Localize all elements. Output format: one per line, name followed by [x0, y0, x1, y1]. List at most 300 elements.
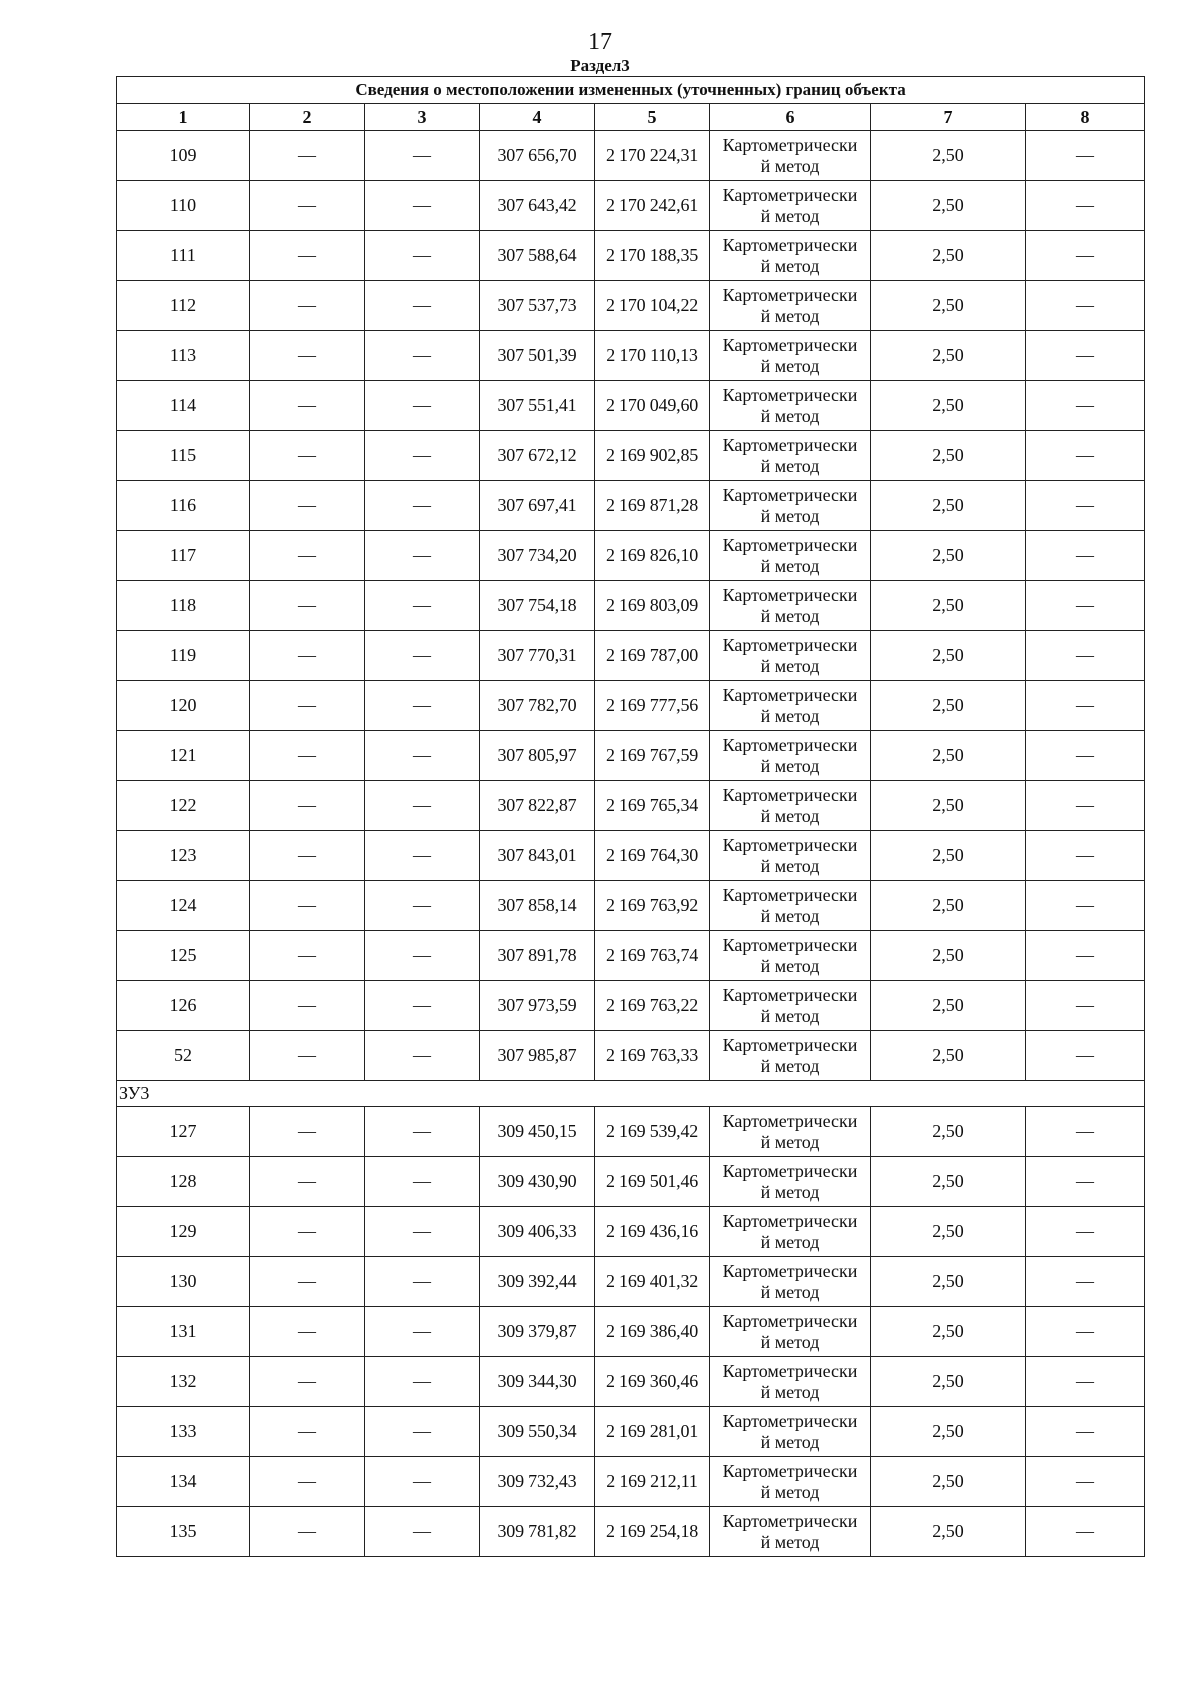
method-cell [710, 1031, 871, 1081]
y-coordinate-cell: 2 169 763,74 [595, 931, 710, 981]
accuracy-cell: 2,50 [871, 1507, 1026, 1557]
empty-dash-cell: — [250, 581, 365, 631]
x-coordinate-cell: 307 858,14 [480, 881, 595, 931]
point-number-cell: 126 [117, 981, 250, 1031]
method-cell [710, 881, 871, 931]
empty-dash-cell: — [365, 631, 480, 681]
empty-dash-cell: — [365, 431, 480, 481]
point-number-cell: 133 [117, 1407, 250, 1457]
point-number-cell: 114 [117, 381, 250, 431]
table-row [117, 481, 1145, 531]
method-cell [710, 531, 871, 581]
point-number-cell: 117 [117, 531, 250, 581]
column-header: 1 [117, 104, 250, 131]
table-row [117, 781, 1145, 831]
empty-dash-cell: — [365, 281, 480, 331]
point-number-cell: 52 [117, 1031, 250, 1081]
method-text-line: Картометрически [722, 934, 858, 955]
empty-dash-cell: — [1026, 1157, 1145, 1207]
method-text-line: Картометрически [722, 184, 858, 205]
y-coordinate-cell: 2 169 763,33 [595, 1031, 710, 1081]
accuracy-cell: 2,50 [871, 1257, 1026, 1307]
method-cell [710, 1107, 871, 1157]
empty-dash-cell: — [250, 531, 365, 581]
coordinates-table [116, 76, 1145, 1557]
table-row [117, 381, 1145, 431]
empty-dash-cell: — [250, 481, 365, 531]
method-text-line: й метод [760, 1381, 820, 1402]
y-coordinate-cell: 2 169 803,09 [595, 581, 710, 631]
accuracy-cell: 2,50 [871, 731, 1026, 781]
accuracy-cell: 2,50 [871, 481, 1026, 531]
empty-dash-cell: — [250, 931, 365, 981]
method-cell [710, 231, 871, 281]
point-number-cell: 113 [117, 331, 250, 381]
y-coordinate-cell: 2 170 049,60 [595, 381, 710, 431]
empty-dash-cell: — [250, 1457, 365, 1507]
column-header: 7 [871, 104, 1026, 131]
x-coordinate-cell: 309 781,82 [480, 1507, 595, 1557]
table-row [117, 1507, 1145, 1557]
empty-dash-cell: — [365, 1157, 480, 1207]
empty-dash-cell: — [250, 1107, 365, 1157]
point-number-cell: 112 [117, 281, 250, 331]
empty-dash-cell: — [1026, 1207, 1145, 1257]
empty-dash-cell: — [250, 1207, 365, 1257]
y-coordinate-cell: 2 169 902,85 [595, 431, 710, 481]
column-header: 5 [595, 104, 710, 131]
method-text-line: Картометрически [722, 1410, 858, 1431]
point-number-cell: 123 [117, 831, 250, 881]
method-cell [710, 981, 871, 1031]
table-row [117, 681, 1145, 731]
x-coordinate-cell: 307 588,64 [480, 231, 595, 281]
x-coordinate-cell: 307 973,59 [480, 981, 595, 1031]
accuracy-cell: 2,50 [871, 331, 1026, 381]
y-coordinate-cell: 2 169 871,28 [595, 481, 710, 531]
empty-dash-cell: — [250, 231, 365, 281]
empty-dash-cell: — [365, 1107, 480, 1157]
table-row [117, 1031, 1145, 1081]
method-cell [710, 1307, 871, 1357]
method-text-line: й метод [760, 1055, 820, 1076]
empty-dash-cell: — [1026, 581, 1145, 631]
column-header-row [117, 104, 1145, 131]
method-text-line: й метод [760, 405, 820, 426]
empty-dash-cell: — [250, 1307, 365, 1357]
empty-dash-cell: — [365, 781, 480, 831]
point-number-cell: 131 [117, 1307, 250, 1357]
table-row [117, 981, 1145, 1031]
empty-dash-cell: — [1026, 331, 1145, 381]
table-row [117, 1407, 1145, 1457]
method-text-line: Картометрически [722, 134, 858, 155]
table-row [117, 531, 1145, 581]
empty-dash-cell: — [250, 331, 365, 381]
y-coordinate-cell: 2 169 777,56 [595, 681, 710, 731]
column-header: 8 [1026, 104, 1145, 131]
empty-dash-cell: — [1026, 531, 1145, 581]
empty-dash-cell: — [1026, 131, 1145, 181]
x-coordinate-cell: 307 734,20 [480, 531, 595, 581]
empty-dash-cell: — [250, 1357, 365, 1407]
y-coordinate-cell: 2 169 436,16 [595, 1207, 710, 1257]
method-text-line: Картометрически [722, 1510, 858, 1531]
x-coordinate-cell: 307 822,87 [480, 781, 595, 831]
x-coordinate-cell: 309 550,34 [480, 1407, 595, 1457]
empty-dash-cell: — [250, 681, 365, 731]
empty-dash-cell: — [1026, 231, 1145, 281]
empty-dash-cell: — [1026, 1457, 1145, 1507]
table-row [117, 181, 1145, 231]
y-coordinate-cell: 2 169 360,46 [595, 1357, 710, 1407]
method-cell [710, 781, 871, 831]
y-coordinate-cell: 2 169 386,40 [595, 1307, 710, 1357]
empty-dash-cell: — [365, 1507, 480, 1557]
empty-dash-cell: — [365, 131, 480, 181]
method-cell [710, 581, 871, 631]
method-cell [710, 1207, 871, 1257]
empty-dash-cell: — [1026, 781, 1145, 831]
empty-dash-cell: — [250, 631, 365, 681]
x-coordinate-cell: 307 656,70 [480, 131, 595, 181]
method-cell [710, 631, 871, 681]
point-number-cell: 122 [117, 781, 250, 831]
x-coordinate-cell: 309 450,15 [480, 1107, 595, 1157]
accuracy-cell: 2,50 [871, 231, 1026, 281]
empty-dash-cell: — [1026, 1507, 1145, 1557]
accuracy-cell: 2,50 [871, 381, 1026, 431]
accuracy-cell: 2,50 [871, 631, 1026, 681]
method-text-line: Картометрически [722, 1260, 858, 1281]
method-cell [710, 181, 871, 231]
accuracy-cell: 2,50 [871, 1407, 1026, 1457]
empty-dash-cell: — [365, 731, 480, 781]
empty-dash-cell: — [365, 1307, 480, 1357]
table-row [117, 1157, 1145, 1207]
method-text-line: Картометрически [722, 784, 858, 805]
method-cell [710, 1357, 871, 1407]
empty-dash-cell: — [1026, 931, 1145, 981]
empty-dash-cell: — [365, 1357, 480, 1407]
accuracy-cell: 2,50 [871, 1157, 1026, 1207]
y-coordinate-cell: 2 169 787,00 [595, 631, 710, 681]
method-cell [710, 1407, 871, 1457]
method-text-line: й метод [760, 1181, 820, 1202]
method-text-line: й метод [760, 205, 820, 226]
method-cell [710, 1157, 871, 1207]
accuracy-cell: 2,50 [871, 1357, 1026, 1407]
table-row [117, 831, 1145, 881]
y-coordinate-cell: 2 170 104,22 [595, 281, 710, 331]
point-number-cell: 120 [117, 681, 250, 731]
empty-dash-cell: — [250, 1031, 365, 1081]
empty-dash-cell: — [1026, 431, 1145, 481]
method-text-line: Картометрически [722, 484, 858, 505]
table-row [117, 131, 1145, 181]
y-coordinate-cell: 2 169 281,01 [595, 1407, 710, 1457]
method-cell [710, 1257, 871, 1307]
empty-dash-cell: — [250, 781, 365, 831]
empty-dash-cell: — [250, 181, 365, 231]
method-text-line: Картометрически [722, 1034, 858, 1055]
empty-dash-cell: — [1026, 481, 1145, 531]
y-coordinate-cell: 2 170 242,61 [595, 181, 710, 231]
column-header: 6 [710, 104, 871, 131]
table-row [117, 231, 1145, 281]
empty-dash-cell: — [365, 681, 480, 731]
empty-dash-cell: — [250, 131, 365, 181]
method-text-line: й метод [760, 505, 820, 526]
method-text-line: й метод [760, 955, 820, 976]
method-text-line: й метод [760, 755, 820, 776]
method-text-line: й метод [760, 655, 820, 676]
y-coordinate-cell: 2 169 212,11 [595, 1457, 710, 1507]
empty-dash-cell: — [365, 1031, 480, 1081]
empty-dash-cell: — [250, 881, 365, 931]
section-title: Раздел3 [570, 56, 630, 75]
method-text-line: Картометрически [722, 1160, 858, 1181]
empty-dash-cell: — [365, 381, 480, 431]
table-row [117, 1257, 1145, 1307]
point-number-cell: 127 [117, 1107, 250, 1157]
x-coordinate-cell: 307 697,41 [480, 481, 595, 531]
empty-dash-cell: — [365, 481, 480, 531]
empty-dash-cell: — [250, 731, 365, 781]
point-number-cell: 119 [117, 631, 250, 681]
point-number-cell: 115 [117, 431, 250, 481]
accuracy-cell: 2,50 [871, 1207, 1026, 1257]
method-text-line: Картометрически [722, 1110, 858, 1131]
method-text-line: Картометрически [722, 1360, 858, 1381]
column-header: 2 [250, 104, 365, 131]
method-text-line: й метод [760, 1531, 820, 1552]
method-text-line: Картометрически [722, 884, 858, 905]
method-text-line: й метод [760, 1005, 820, 1026]
x-coordinate-cell: 307 985,87 [480, 1031, 595, 1081]
table-row [117, 931, 1145, 981]
group-label: ЗУ3 [117, 1081, 1145, 1107]
x-coordinate-cell: 307 843,01 [480, 831, 595, 881]
accuracy-cell: 2,50 [871, 681, 1026, 731]
method-text-line: Картометрически [722, 1460, 858, 1481]
empty-dash-cell: — [250, 1157, 365, 1207]
method-text-line: й метод [760, 555, 820, 576]
table-caption: Сведения о местоположении измененных (уточненных) границ объекта [117, 77, 1145, 104]
empty-dash-cell: — [1026, 631, 1145, 681]
column-header: 4 [480, 104, 595, 131]
method-text-line: Картометрически [722, 284, 858, 305]
table-row [117, 1357, 1145, 1407]
method-cell [710, 381, 871, 431]
empty-dash-cell: — [1026, 1407, 1145, 1457]
empty-dash-cell: — [250, 831, 365, 881]
method-cell [710, 731, 871, 781]
x-coordinate-cell: 307 551,41 [480, 381, 595, 431]
method-text-line: Картометрически [722, 334, 858, 355]
method-cell [710, 681, 871, 731]
method-text-line: й метод [760, 705, 820, 726]
method-cell [710, 1507, 871, 1557]
x-coordinate-cell: 307 805,97 [480, 731, 595, 781]
empty-dash-cell: — [1026, 181, 1145, 231]
method-text-line: й метод [760, 355, 820, 376]
empty-dash-cell: — [250, 1507, 365, 1557]
point-number-cell: 125 [117, 931, 250, 981]
x-coordinate-cell: 307 537,73 [480, 281, 595, 331]
empty-dash-cell: — [1026, 881, 1145, 931]
table-row [117, 1457, 1145, 1507]
method-text-line: Картометрически [722, 584, 858, 605]
accuracy-cell: 2,50 [871, 181, 1026, 231]
method-cell [710, 481, 871, 531]
empty-dash-cell: — [1026, 731, 1145, 781]
point-number-cell: 121 [117, 731, 250, 781]
accuracy-cell: 2,50 [871, 781, 1026, 831]
method-cell [710, 831, 871, 881]
x-coordinate-cell: 307 754,18 [480, 581, 595, 631]
accuracy-cell: 2,50 [871, 1307, 1026, 1357]
method-cell [710, 431, 871, 481]
accuracy-cell: 2,50 [871, 431, 1026, 481]
empty-dash-cell: — [1026, 281, 1145, 331]
empty-dash-cell: — [365, 1457, 480, 1507]
x-coordinate-cell: 309 406,33 [480, 1207, 595, 1257]
empty-dash-cell: — [365, 881, 480, 931]
x-coordinate-cell: 307 770,31 [480, 631, 595, 681]
point-number-cell: 130 [117, 1257, 250, 1307]
empty-dash-cell: — [1026, 381, 1145, 431]
table-row [117, 731, 1145, 781]
x-coordinate-cell: 309 430,90 [480, 1157, 595, 1207]
accuracy-cell: 2,50 [871, 881, 1026, 931]
point-number-cell: 128 [117, 1157, 250, 1207]
empty-dash-cell: — [250, 381, 365, 431]
method-cell [710, 131, 871, 181]
method-text-line: й метод [760, 805, 820, 826]
method-text-line: Картометрически [722, 634, 858, 655]
column-header: 3 [365, 104, 480, 131]
method-text-line: й метод [760, 1431, 820, 1452]
accuracy-cell: 2,50 [871, 1457, 1026, 1507]
empty-dash-cell: — [1026, 1307, 1145, 1357]
method-text-line: Картометрически [722, 534, 858, 555]
accuracy-cell: 2,50 [871, 1031, 1026, 1081]
method-text-line: Картометрически [722, 1310, 858, 1331]
table-row [117, 881, 1145, 931]
group-label-row [117, 1081, 1145, 1107]
table-row [117, 1207, 1145, 1257]
table-row [117, 1307, 1145, 1357]
x-coordinate-cell: 309 379,87 [480, 1307, 595, 1357]
y-coordinate-cell: 2 169 401,32 [595, 1257, 710, 1307]
accuracy-cell: 2,50 [871, 1107, 1026, 1157]
y-coordinate-cell: 2 169 539,42 [595, 1107, 710, 1157]
method-text-line: й метод [760, 155, 820, 176]
empty-dash-cell: — [1026, 1257, 1145, 1307]
method-text-line: й метод [760, 1281, 820, 1302]
y-coordinate-cell: 2 170 188,35 [595, 231, 710, 281]
table-row [117, 331, 1145, 381]
point-number-cell: 129 [117, 1207, 250, 1257]
method-text-line: й метод [760, 855, 820, 876]
method-text-line: й метод [760, 305, 820, 326]
x-coordinate-cell: 307 501,39 [480, 331, 595, 381]
table-row [117, 581, 1145, 631]
point-number-cell: 134 [117, 1457, 250, 1507]
empty-dash-cell: — [250, 981, 365, 1031]
x-coordinate-cell: 309 732,43 [480, 1457, 595, 1507]
method-cell [710, 281, 871, 331]
y-coordinate-cell: 2 169 254,18 [595, 1507, 710, 1557]
empty-dash-cell: — [1026, 831, 1145, 881]
method-text-line: й метод [760, 455, 820, 476]
point-number-cell: 132 [117, 1357, 250, 1407]
method-text-line: Картометрически [722, 234, 858, 255]
empty-dash-cell: — [1026, 981, 1145, 1031]
x-coordinate-cell: 309 344,30 [480, 1357, 595, 1407]
method-text-line: Картометрически [722, 734, 858, 755]
y-coordinate-cell: 2 169 765,34 [595, 781, 710, 831]
accuracy-cell: 2,50 [871, 581, 1026, 631]
method-text-line: Картометрически [722, 834, 858, 855]
empty-dash-cell: — [365, 981, 480, 1031]
table-row [117, 431, 1145, 481]
empty-dash-cell: — [365, 1207, 480, 1257]
method-text-line: й метод [760, 255, 820, 276]
empty-dash-cell: — [1026, 1357, 1145, 1407]
empty-dash-cell: — [365, 531, 480, 581]
point-number-cell: 124 [117, 881, 250, 931]
empty-dash-cell: — [250, 431, 365, 481]
point-number-cell: 118 [117, 581, 250, 631]
x-coordinate-cell: 307 672,12 [480, 431, 595, 481]
accuracy-cell: 2,50 [871, 931, 1026, 981]
point-number-cell: 116 [117, 481, 250, 531]
method-text-line: Картометрически [722, 434, 858, 455]
x-coordinate-cell: 307 782,70 [480, 681, 595, 731]
table-row [117, 631, 1145, 681]
method-cell [710, 931, 871, 981]
method-text-line: й метод [760, 605, 820, 626]
point-number-cell: 110 [117, 181, 250, 231]
empty-dash-cell: — [365, 231, 480, 281]
page-number: 17 [588, 29, 612, 55]
method-cell [710, 1457, 871, 1507]
y-coordinate-cell: 2 169 826,10 [595, 531, 710, 581]
point-number-cell: 109 [117, 131, 250, 181]
empty-dash-cell: — [1026, 1031, 1145, 1081]
method-text-line: й метод [760, 1331, 820, 1352]
empty-dash-cell: — [365, 1257, 480, 1307]
accuracy-cell: 2,50 [871, 981, 1026, 1031]
y-coordinate-cell: 2 169 767,59 [595, 731, 710, 781]
empty-dash-cell: — [365, 581, 480, 631]
method-cell [710, 331, 871, 381]
y-coordinate-cell: 2 170 110,13 [595, 331, 710, 381]
accuracy-cell: 2,50 [871, 831, 1026, 881]
method-text-line: Картометрически [722, 384, 858, 405]
empty-dash-cell: — [250, 1407, 365, 1457]
accuracy-cell: 2,50 [871, 531, 1026, 581]
empty-dash-cell: — [250, 1257, 365, 1307]
y-coordinate-cell: 2 169 763,22 [595, 981, 710, 1031]
method-text-line: Картометрически [722, 984, 858, 1005]
method-text-line: й метод [760, 1231, 820, 1252]
empty-dash-cell: — [1026, 1107, 1145, 1157]
table-row [117, 281, 1145, 331]
y-coordinate-cell: 2 170 224,31 [595, 131, 710, 181]
